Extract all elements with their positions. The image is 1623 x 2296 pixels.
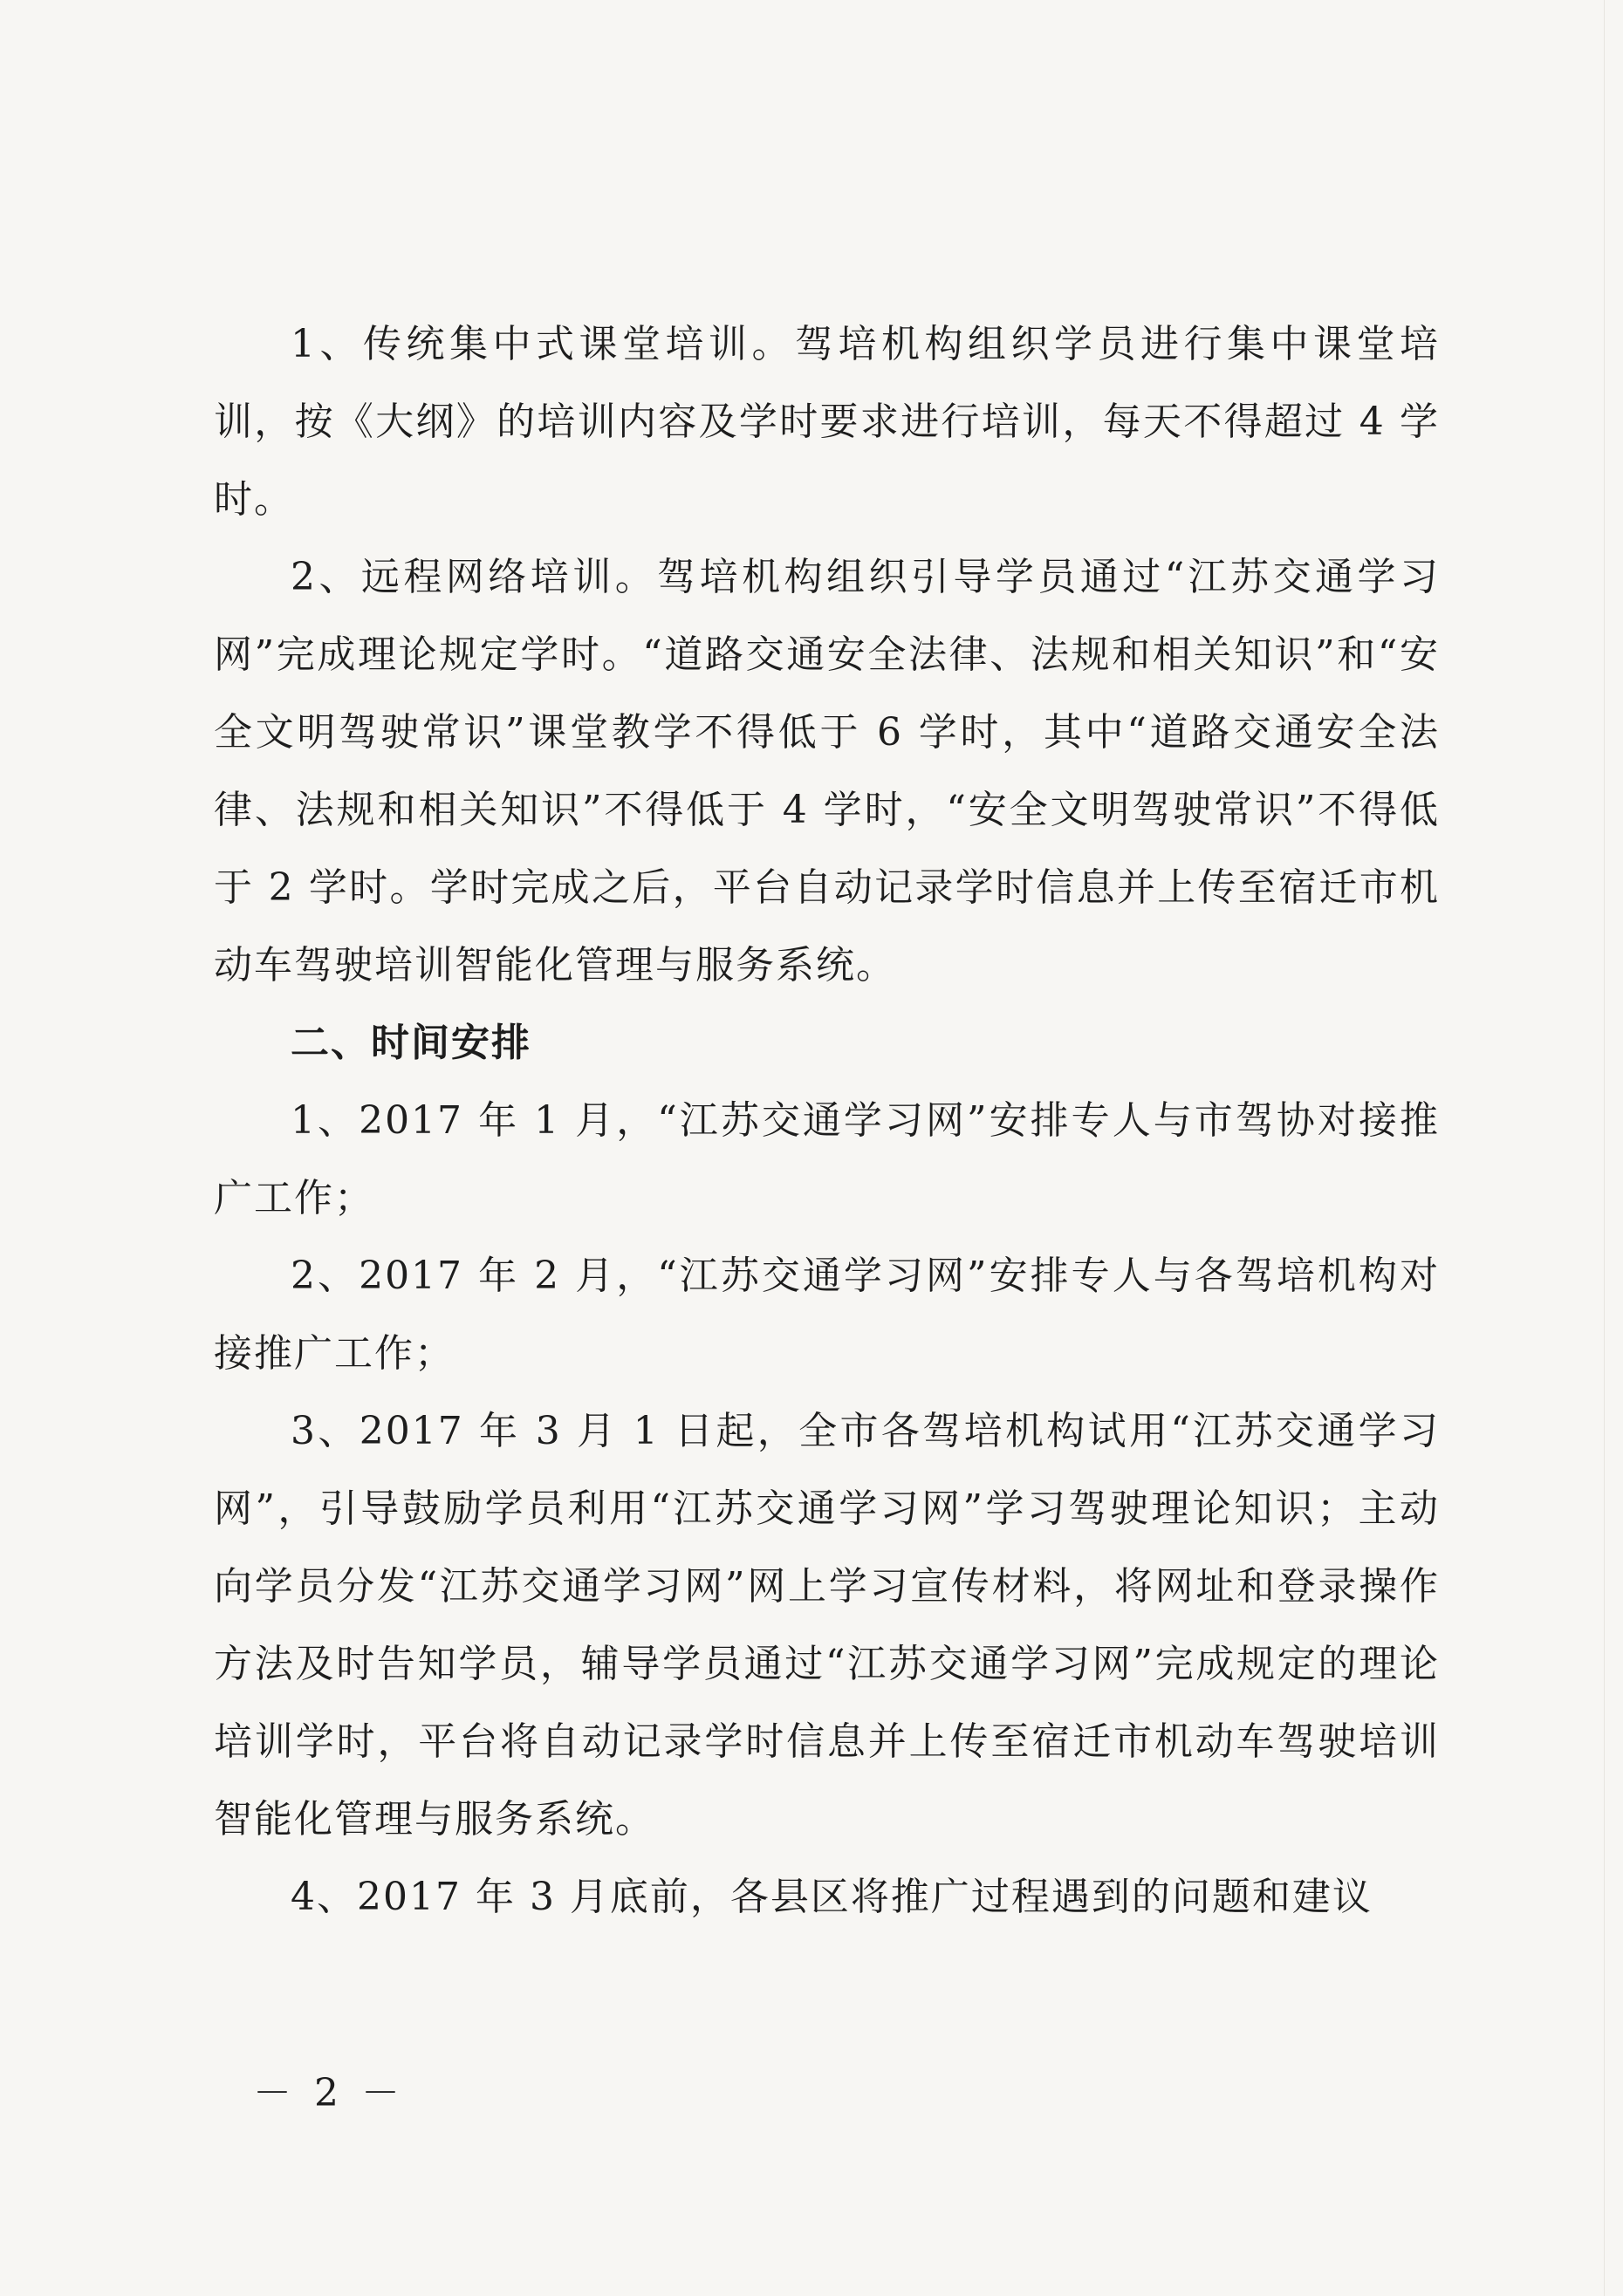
schedule-item-3: 3、2017 年 3 月 1 日起，全市各驾培机构试用“江苏交通学习网”，引导鼓励学员利用“江苏交通学习网”学习驾驶理论知识；主动向学员分发“江苏交通学习网”网上学习宣传材料，将网址和登录操作方法及时告知学员，辅导学员通过“江苏交通学习网”完成规定的理论培训学时，平台将自动记录学时信息并上传至宿迁市机动车驾驶培训智能化管理与服务系统。 [214, 1409, 1440, 1842]
schedule-item-1: 1、2017 年 1 月，“江苏交通学习网”安排专人与市驾协对接推广工作； [214, 1098, 1440, 1220]
schedule-item-2: 2、2017 年 2 月，“江苏交通学习网”安排专人与各驾培机构对接推广工作； [214, 1254, 1440, 1376]
paragraph-online-training: 2、远程网络培训。驾培机构组织引导学员通过“江苏交通学习网”完成理论规定学时。“道路交通安全法律、法规和相关知识”和“安全文明驾驶常识”课堂教学不得低于 6 学时，其中“道路交通安全法律、法规和相关知识”不得低于 4 学时，“安全文明驾驶常识”不得低于 2 学时。学时完成之后，平台自动记录学时信息并上传至宿迁市机动车驾驶培训智能化管理与服务系统。 [214, 555, 1440, 987]
section-heading-schedule: 二、时间安排 [291, 1021, 531, 1065]
page-number: － 2 － [253, 2071, 405, 2115]
scan-edge-line [1604, 0, 1605, 2296]
schedule-item-4: 4、2017 年 3 月底前，各县区将推广过程遇到的问题和建议 [291, 1875, 1373, 1919]
document-body [214, 305, 1440, 1936]
paragraph-classroom-training: 1、传统集中式课堂培训。驾培机构组织学员进行集中课堂培训，按《大纲》的培训内容及学时要求进行培训，每天不得超过 4 学时。 [214, 322, 1440, 522]
